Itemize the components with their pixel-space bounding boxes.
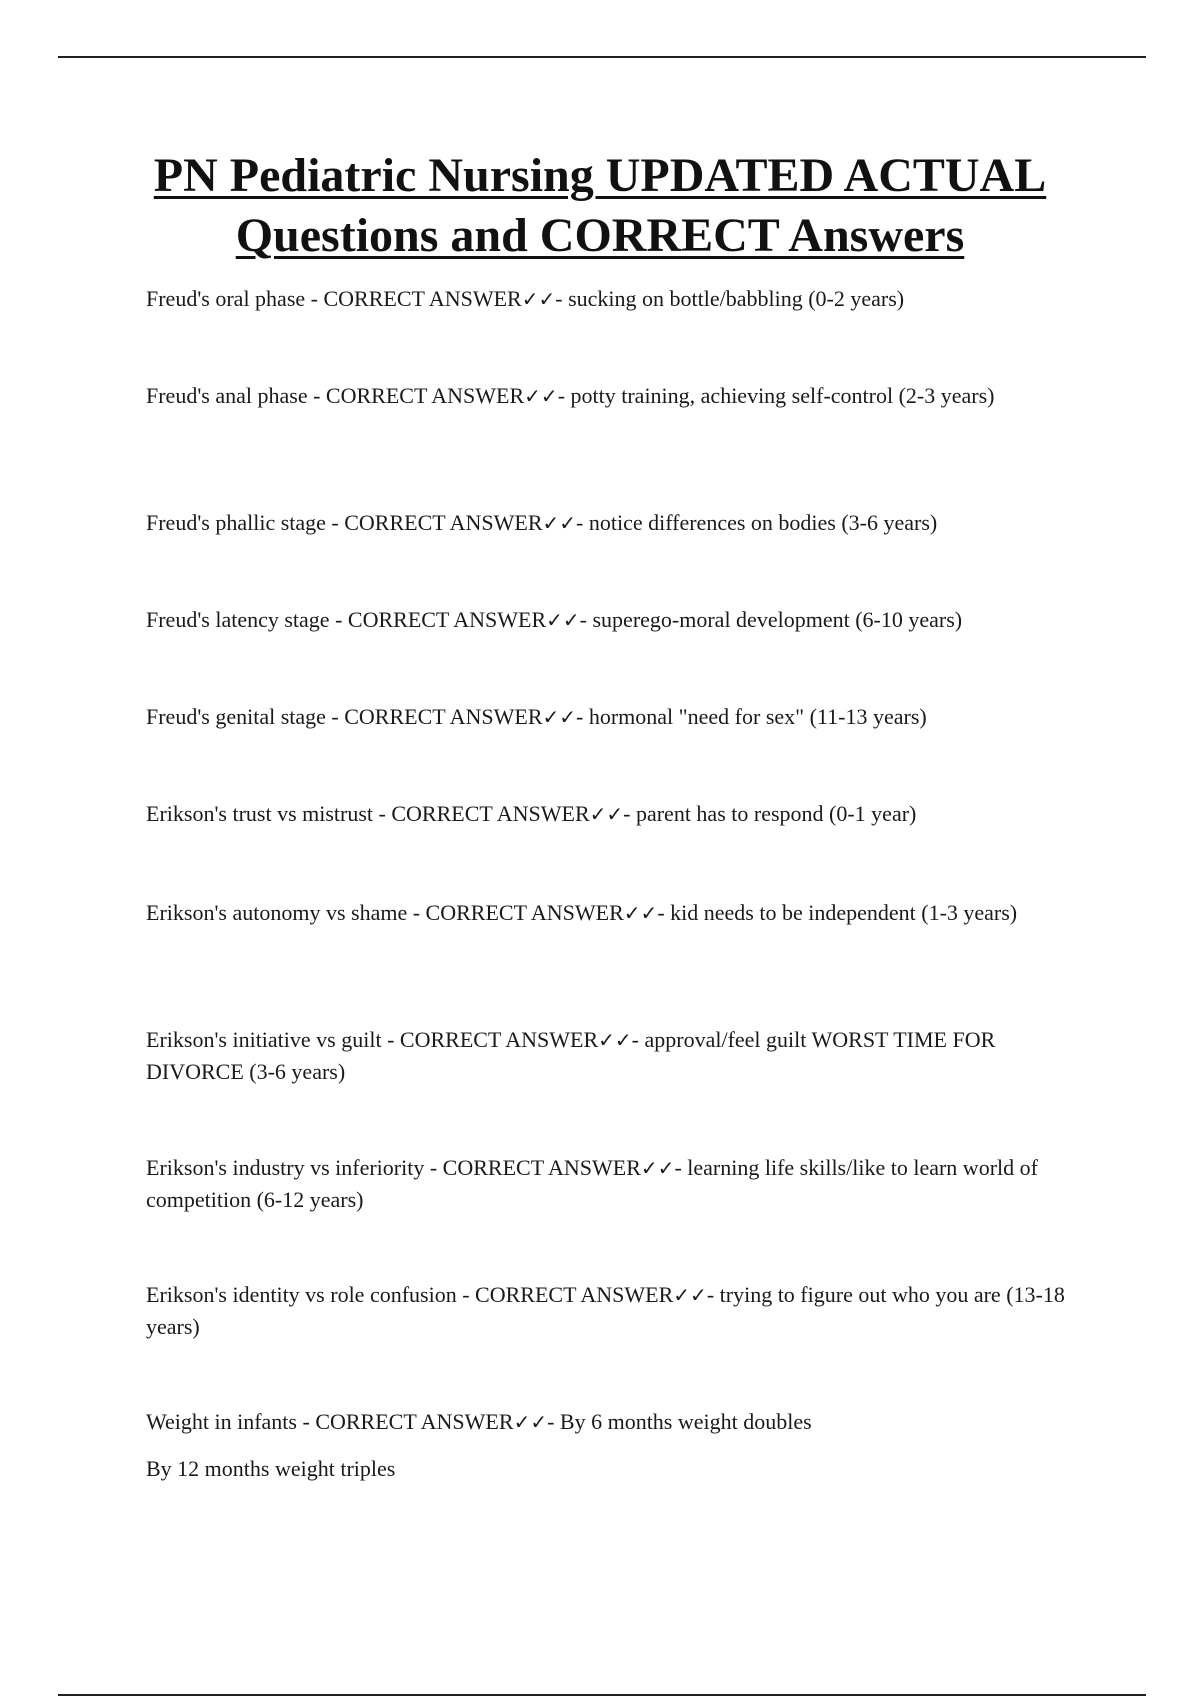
qa-answer-extra: By 12 months weight triples [146,1456,396,1481]
answer-label: CORRECT ANSWER [391,801,590,826]
qa-item: Erikson's initiative vs guilt - CORRECT ANSWER✓✓- approval/feel guilt WORST TIME FOR DIVORCE (3-6 years) [146,1027,996,1084]
qa-item: Erikson's autonomy vs shame - CORRECT ANSWER✓✓- kid needs to be independent (1-3 years) [146,900,1018,925]
top-rule [58,56,1146,58]
answer-label: CORRECT ANSWER [315,1409,514,1434]
qa-term: Weight in infants [146,1409,297,1434]
check-mark-icon: ✓✓ [542,511,577,535]
check-mark-icon: ✓✓ [673,1283,707,1307]
qa-term: Erikson's initiative vs guilt [146,1027,382,1052]
check-mark-icon: ✓✓ [542,705,577,729]
qa-item: Freud's oral phase - CORRECT ANSWER✓✓- sucking on bottle/babbling (0-2 years) [146,286,905,311]
qa-item: Weight in infants - CORRECT ANSWER✓✓- By 6 months weight doubles By 12 months weight triples [146,1406,1066,1484]
qa-term: Erikson's industry vs inferiority [146,1155,425,1180]
title-line-2: Questions and CORRECT Answers [235,209,965,262]
qa-term: Erikson's autonomy vs shame [146,900,408,925]
qa-term: Freud's oral phase [146,286,306,311]
qa-item: Erikson's trust vs mistrust - CORRECT ANSWER✓✓- parent has to respond (0-1 year) [146,801,917,826]
answer-label: CORRECT ANSWER [475,1282,674,1307]
qa-answer: learning life skills/like to learn world of competition (6-12 years) [146,1155,1038,1212]
qa-term: Freud's genital stage [146,704,326,729]
qa-item: Freud's genital stage - CORRECT ANSWER✓✓- hormonal "need for sex" (11-13 years) [146,704,927,729]
qa-answer: notice differences on bodies (3-6 years) [588,510,938,535]
answer-label: CORRECT ANSWER [344,510,543,535]
check-mark-icon: ✓✓ [524,384,558,408]
answer-label: CORRECT ANSWER [399,1027,599,1052]
qa-term: Freud's anal phase [146,383,308,408]
bottom-rule [58,1694,1146,1696]
qa-term: Freud's phallic stage [146,510,326,535]
qa-term: Erikson's trust vs mistrust [146,801,374,826]
qa-answer: sucking on bottle/babbling (0-2 years) [568,286,905,311]
qa-item: Freud's latency stage - CORRECT ANSWER✓✓- superego-moral development (6-10 years) [146,607,963,632]
check-mark-icon: ✓✓ [546,608,580,632]
answer-label: CORRECT ANSWER [442,1155,641,1180]
qa-term: Erikson's identity vs role confusion [146,1282,457,1307]
qa-term: Freud's latency stage [146,607,330,632]
title-line-1: PN Pediatric Nursing UPDATED ACTUAL [153,149,1047,202]
qa-item: Erikson's industry vs inferiority - CORRECT ANSWER✓✓- learning life skills/like to learn world of competition (6-12 years) [146,1155,1038,1212]
check-mark-icon: ✓✓ [598,1028,632,1052]
answer-label: CORRECT ANSWER [425,900,624,925]
qa-answer: potty training, achieving self-control (2-3 years) [570,383,995,408]
answer-label: CORRECT ANSWER [325,383,525,408]
qa-answer: superego-moral development (6-10 years) [592,607,963,632]
check-mark-icon: ✓✓ [623,901,658,925]
qa-item: Freud's anal phase - CORRECT ANSWER✓✓- potty training, achieving self-control (2-3 years) [146,383,995,408]
qa-item: Freud's phallic stage - CORRECT ANSWER✓✓- notice differences on bodies (3-6 years) [146,510,938,535]
answer-label: CORRECT ANSWER [347,607,547,632]
check-mark-icon: ✓✓ [513,1410,548,1434]
answer-label: CORRECT ANSWER [323,286,522,311]
qa-answer: hormonal "need for sex" (11-13 years) [588,704,927,729]
qa-answer: By 6 months weight doubles [559,1409,812,1434]
qa-answer: parent has to respond (0-1 year) [635,801,917,826]
answer-label: CORRECT ANSWER [344,704,543,729]
document-title [0,146,1200,266]
qa-answer: kid needs to be independent (1-3 years) [670,900,1018,925]
check-mark-icon: ✓✓ [589,802,624,826]
check-mark-icon: ✓✓ [521,287,556,311]
qa-answer: trying to figure out who you are (13-18 years) [146,1282,1065,1339]
qa-answer: approval/feel guilt WORST TIME FOR DIVORCE (3-6 years) [146,1027,996,1084]
qa-item: Erikson's identity vs role confusion - CORRECT ANSWER✓✓- trying to figure out who you are (13-18 years) [146,1282,1065,1339]
check-mark-icon: ✓✓ [640,1156,675,1180]
